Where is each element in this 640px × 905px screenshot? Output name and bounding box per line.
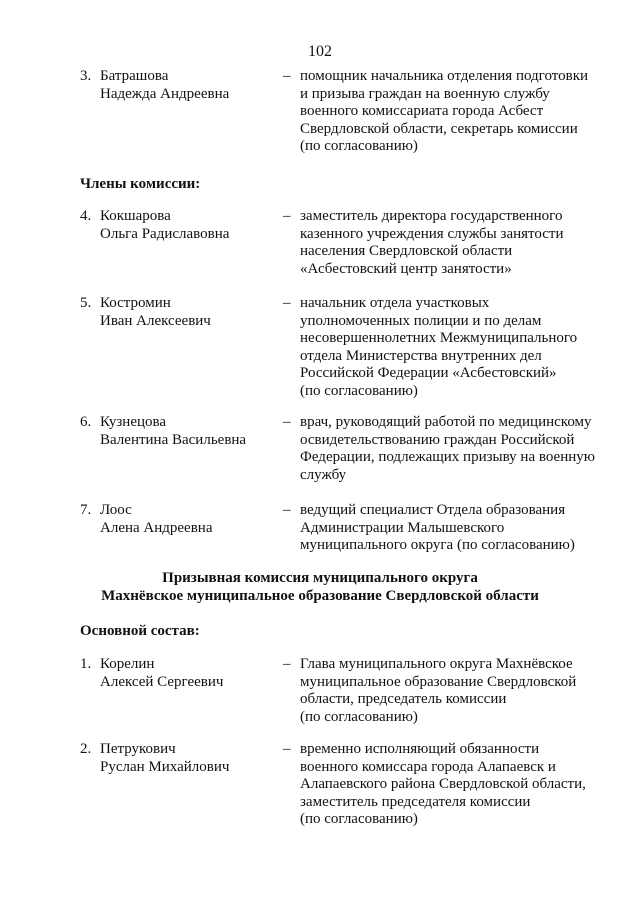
desc-line: Российской Федерации «Асбестовский» xyxy=(300,365,557,381)
desc-line: службу xyxy=(300,466,347,483)
dash: – xyxy=(283,208,291,224)
desc-line: начальник отдела участковых xyxy=(300,295,490,311)
position-description xyxy=(300,656,615,726)
name-line: Алексей Сергеевич xyxy=(100,673,224,690)
dash: – xyxy=(283,414,291,430)
name-line: Валентина Васильевна xyxy=(100,431,247,448)
dash: – xyxy=(283,502,291,518)
name-line: Петрукович xyxy=(100,741,176,757)
heading-line: Махнёвское муниципальное образование Свердловской области xyxy=(101,587,539,604)
position-description xyxy=(300,502,615,555)
desc-line: (по согласованию) xyxy=(300,382,418,399)
desc-line: временно исполняющий обязанности xyxy=(300,741,540,757)
desc-line: заместитель директора государственного xyxy=(300,208,563,224)
desc-line: уполномоченных полиции и по делам xyxy=(300,312,542,329)
desc-line: отдела Министерства внутренних дел xyxy=(300,347,542,364)
entry-number: 3. xyxy=(80,68,92,84)
name-line: Кокшарова xyxy=(100,208,171,224)
desc-line: освидетельствованию граждан Российской xyxy=(300,431,575,448)
desc-line: и призыва граждан на военную службу xyxy=(300,85,550,102)
desc-line: казенного учреждения службы занятости xyxy=(300,225,564,242)
name-line: Надежда Андреевна xyxy=(100,85,230,102)
desc-line: врач, руководящий работой по медицинскому xyxy=(300,414,592,430)
desc-line: военного комиссара города Алапаевск и xyxy=(300,758,556,775)
entry-number: 7. xyxy=(80,502,92,518)
person-name xyxy=(100,741,280,776)
name-line: Батрашова xyxy=(100,68,169,84)
main-composition-label: Основной состав: xyxy=(80,623,200,639)
desc-line: «Асбестовский центр занятости» xyxy=(300,260,512,277)
desc-line: несовершеннолетних Межмуниципального xyxy=(300,330,578,346)
desc-line: Глава муниципального округа Махнёвское xyxy=(300,656,573,672)
name-line: Алена Андреевна xyxy=(100,519,213,536)
person-name xyxy=(100,295,280,330)
desc-line: Алапаевского района Свердловской области, xyxy=(300,776,586,792)
desc-line: (по согласованию) xyxy=(300,138,418,154)
dash: – xyxy=(283,656,291,672)
entry-number: 1. xyxy=(80,656,92,672)
entry-number: 4. xyxy=(80,208,92,224)
commission-heading xyxy=(0,570,640,605)
heading-line: Призывная комиссия муниципального округа xyxy=(162,570,478,586)
desc-line: (по согласованию) xyxy=(300,708,418,725)
name-line: Корелин xyxy=(100,656,155,672)
person-name xyxy=(100,68,280,103)
position-description xyxy=(300,208,615,278)
desc-line: заместитель председателя комиссии xyxy=(300,793,531,810)
name-line: Костромин xyxy=(100,295,171,311)
desc-line: (по согласованию) xyxy=(300,811,418,827)
position-description xyxy=(300,295,615,400)
name-line: Иван Алексеевич xyxy=(100,312,211,329)
desc-line: Федерации, подлежащих призыву на военную xyxy=(300,449,595,465)
desc-line: муниципального округа (по согласованию) xyxy=(300,537,575,553)
desc-line: Администрации Малышевского xyxy=(300,519,505,536)
dash: – xyxy=(283,68,291,84)
desc-line: помощник начальника отделения подготовки xyxy=(300,68,589,84)
name-line: Кузнецова xyxy=(100,414,167,430)
dash: – xyxy=(283,295,291,311)
desc-line: населения Свердловской области xyxy=(300,243,513,259)
person-name xyxy=(100,502,280,537)
desc-line: области, председатель комиссии xyxy=(300,691,507,707)
person-name xyxy=(100,656,280,691)
desc-line: Свердловской области, секретарь комиссии xyxy=(300,120,578,137)
name-line: Лоос xyxy=(100,502,132,518)
position-description xyxy=(300,414,615,484)
desc-line: военного комиссариата города Асбест xyxy=(300,103,544,119)
desc-line: ведущий специалист Отдела образования xyxy=(300,502,566,518)
name-line: Ольга Радиславовна xyxy=(100,225,230,242)
person-name xyxy=(100,414,280,449)
entry-number: 6. xyxy=(80,414,92,430)
members-label: Члены комиссии: xyxy=(80,176,201,192)
position-description xyxy=(300,741,615,829)
position-description xyxy=(300,68,615,156)
name-line: Руслан Михайлович xyxy=(100,758,230,775)
desc-line: муниципальное образование Свердловской xyxy=(300,673,577,690)
entry-number: 2. xyxy=(80,741,92,757)
person-name xyxy=(100,208,280,243)
page-number: 102 xyxy=(308,43,332,60)
entry-number: 5. xyxy=(80,295,92,311)
dash: – xyxy=(283,741,291,757)
